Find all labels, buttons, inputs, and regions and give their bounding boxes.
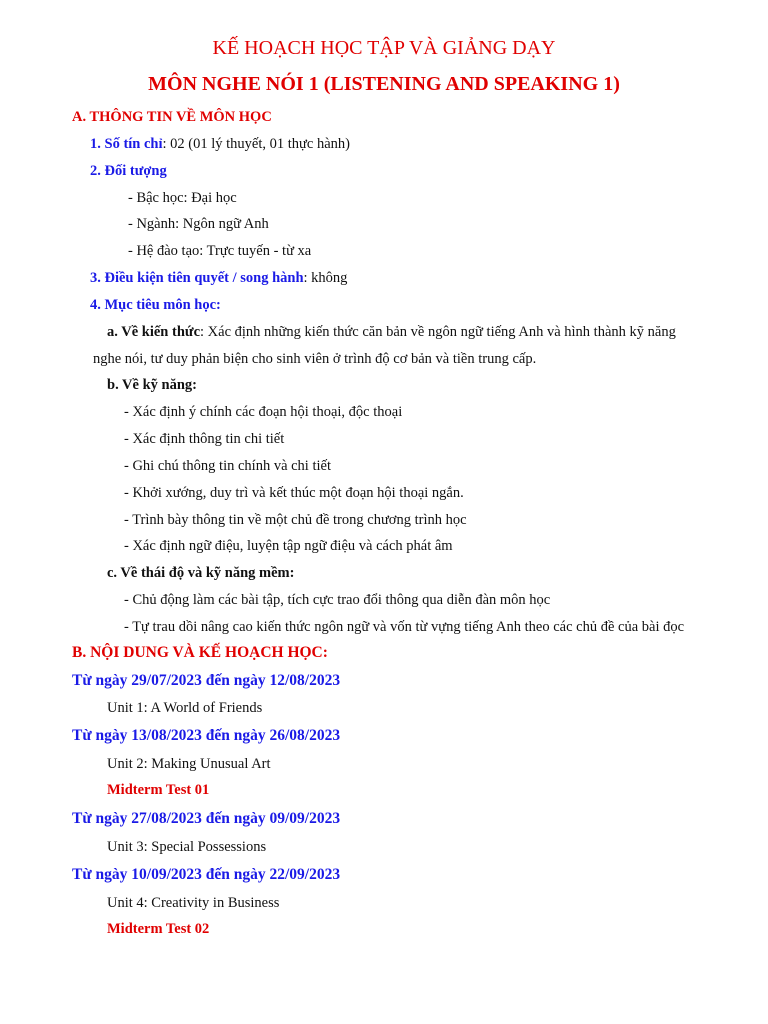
section-a-heading: A. THÔNG TIN VỀ MÔN HỌC [72, 109, 272, 125]
credits-value: : 02 (01 lý thuyết, 01 thực hành) [162, 136, 350, 152]
target-item: - Hệ đào tạo: Trực tuyến - từ xa [128, 243, 312, 259]
period-unit: Unit 2: Making Unusual Art [107, 756, 271, 772]
target-item: - Bậc học: Đại học [128, 190, 237, 206]
midterm-test: Midterm Test 01 [107, 782, 210, 798]
goals-label: 4. Mục tiêu môn học: [90, 297, 221, 313]
period-unit: Unit 4: Creativity in Business [107, 895, 280, 911]
knowledge-line [107, 322, 676, 342]
attitude-item: - Chủ động làm các bài tập, tích cực trao đổi thông qua diễn đàn môn học [124, 592, 551, 608]
prereq-line [90, 268, 347, 288]
skill-item: - Ghi chú thông tin chính và chi tiết [124, 458, 331, 474]
skills-label: b. Về kỹ năng: [107, 377, 197, 393]
period-date: Từ ngày 10/09/2023 đến ngày 22/09/2023 [72, 866, 341, 883]
prereq-value: : không [303, 270, 348, 286]
skill-item: - Xác định thông tin chi tiết [124, 431, 285, 447]
period-date: Từ ngày 27/08/2023 đến ngày 09/09/2023 [72, 810, 341, 827]
midterm-test: Midterm Test 02 [107, 921, 210, 937]
skill-item: - Xác định ngữ điệu, luyện tập ngữ điệu và cách phát âm [124, 538, 453, 554]
period-date: Từ ngày 13/08/2023 đến ngày 26/08/2023 [72, 727, 341, 744]
period-unit: Unit 1: A World of Friends [107, 700, 263, 716]
credits-line [90, 134, 350, 154]
period-unit: Unit 3: Special Possessions [107, 839, 267, 855]
prereq-label: 3. Điều kiện tiên quyết / song hành [90, 270, 304, 286]
target-label: 2. Đối tượng [90, 163, 167, 179]
skill-item: - Xác định ý chính các đoạn hội thoại, độc thoại [124, 404, 403, 420]
knowledge-label: a. Về kiến thức [107, 324, 201, 340]
page-title: KẾ HOẠCH HỌC TẬP VÀ GIẢNG DẠY [212, 37, 556, 59]
attitude-item: - Tự trau dồi nâng cao kiến thức ngôn ngữ và vốn từ vựng tiếng Anh theo các chủ đề của bài đọc [124, 619, 685, 635]
section-b-heading: B. NỘI DUNG VÀ KẾ HOẠCH HỌC: [72, 644, 328, 661]
knowledge-text: : Xác định những kiến thức căn bản về ngôn ngữ tiếng Anh và hình thành kỹ năng [200, 324, 676, 340]
credits-label: 1. Số tín chỉ [90, 136, 163, 152]
target-item: - Ngành: Ngôn ngữ Anh [128, 216, 269, 232]
skill-item: - Khởi xướng, duy trì và kết thúc một đoạn hội thoại ngắn. [124, 485, 464, 501]
period-date: Từ ngày 29/07/2023 đến ngày 12/08/2023 [72, 672, 341, 689]
attitude-label: c. Về thái độ và kỹ năng mềm: [107, 565, 295, 581]
course-title: MÔN NGHE NÓI 1 (LISTENING AND SPEAKING 1) [148, 73, 620, 95]
skill-item: - Trình bày thông tin về một chủ đề trong chương trình học [124, 512, 467, 528]
knowledge-text-cont: nghe nói, tư duy phản biện cho sinh viên ở trình độ cơ bản và tiền trung cấp. [93, 351, 537, 367]
